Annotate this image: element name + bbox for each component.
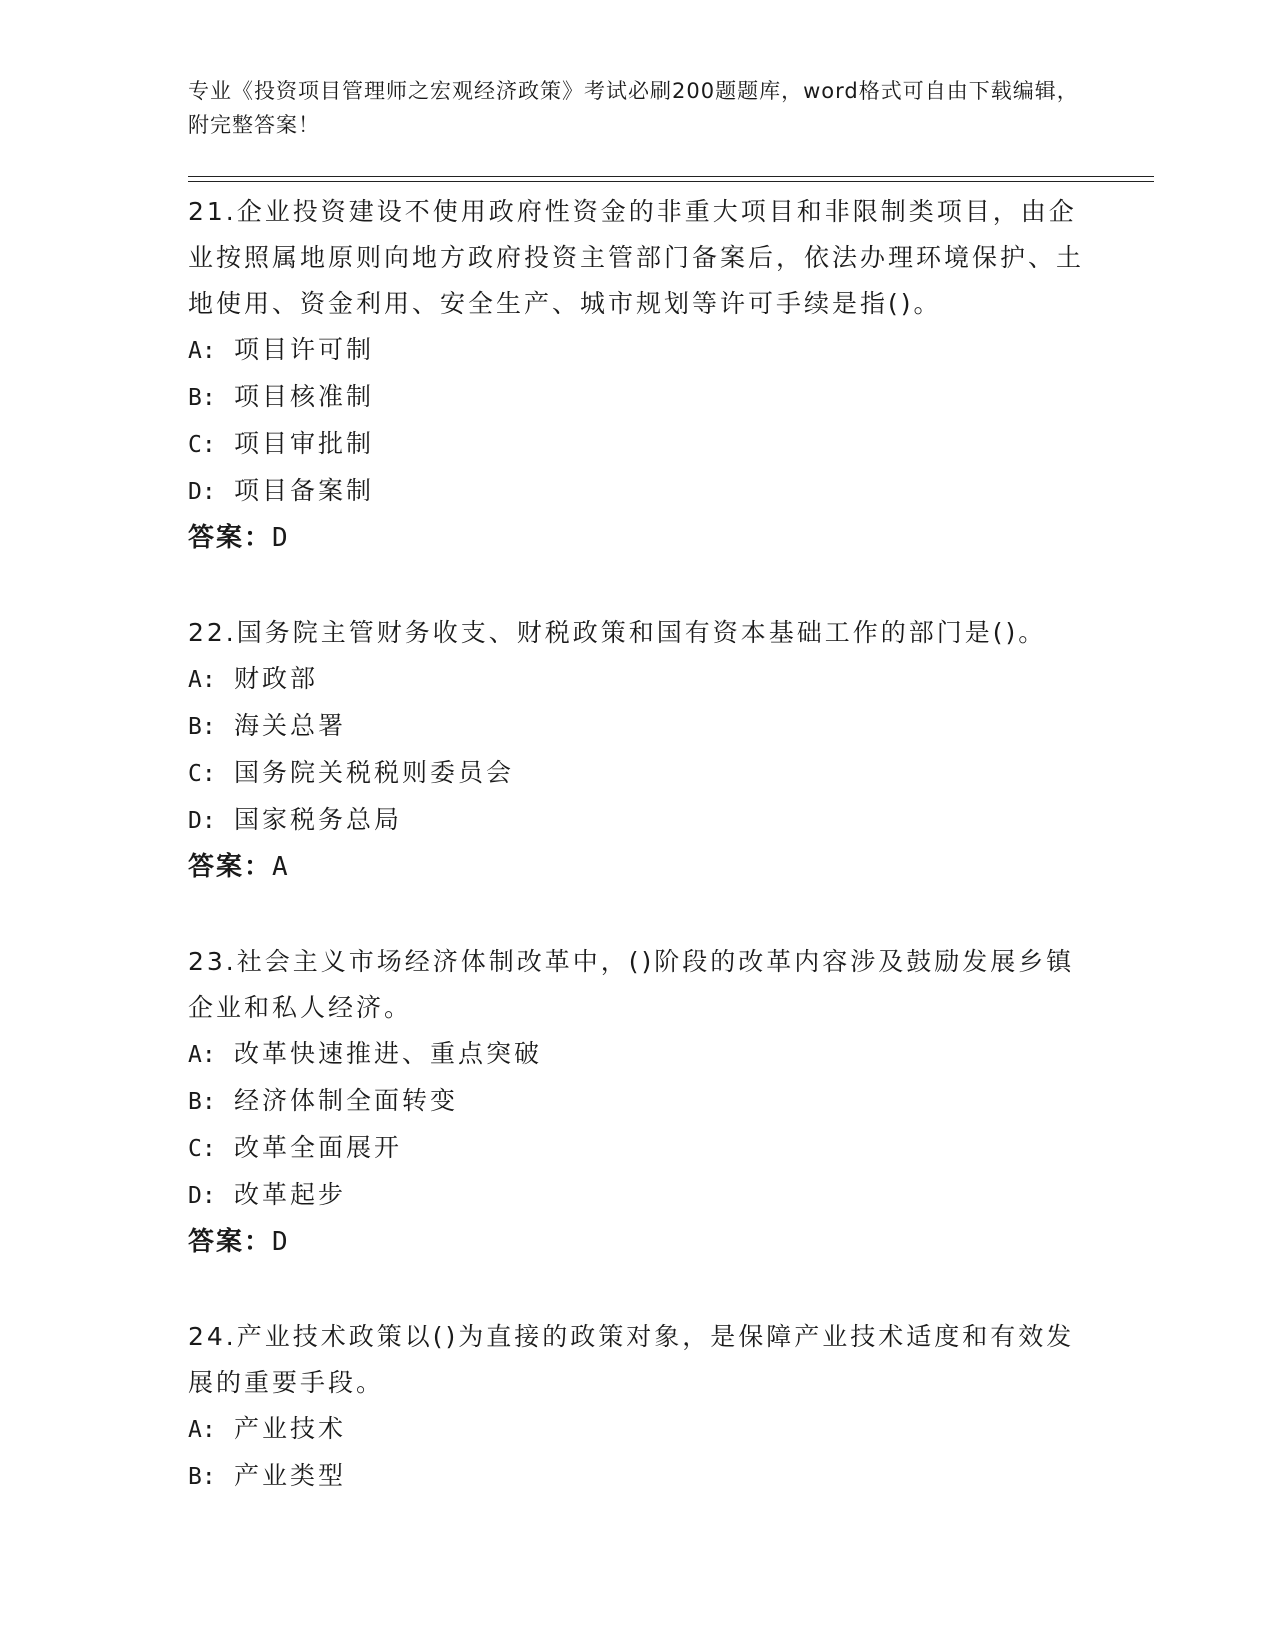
- question-text: 23.社会主义市场经济体制改革中，()阶段的改革内容涉及鼓励发展乡镇企业和私人经济。: [188, 947, 1075, 1022]
- option-d: [188, 1172, 1088, 1219]
- header-rule-bottom: [188, 181, 1154, 182]
- option-text: 项目备案制: [234, 476, 375, 505]
- answer-line: [188, 515, 1088, 561]
- answer-value: D: [272, 523, 290, 553]
- option-text: 改革快速推进、重点突破: [234, 1039, 543, 1068]
- answer-value: A: [272, 852, 290, 882]
- question-text: 24.产业技术政策以()为直接的政策对象，是保障产业技术适度和有效发展的重要手段。: [188, 1322, 1075, 1397]
- option-b: [188, 374, 1088, 421]
- answer-label: 答案：: [188, 523, 273, 553]
- option-b: [188, 1078, 1088, 1125]
- option-d: [188, 797, 1088, 844]
- question-text: 22.国务院主管财务收支、财税政策和国有资本基础工作的部门是()。: [188, 618, 1047, 647]
- option-text: 经济体制全面转变: [234, 1086, 459, 1115]
- option-text: 国务院关税税则委员会: [234, 758, 515, 787]
- question-22: [188, 610, 1088, 890]
- answer-label: 答案：: [188, 1227, 273, 1257]
- answer-value: D: [272, 1227, 290, 1257]
- option-a: [188, 327, 1088, 374]
- option-letter: B:: [188, 1089, 216, 1115]
- answer-line: [188, 1219, 1088, 1265]
- option-letter: C:: [188, 761, 216, 787]
- option-letter: B:: [188, 714, 216, 740]
- option-text: 海关总署: [234, 711, 347, 740]
- option-a: [188, 1406, 1088, 1453]
- answer-label: 答案：: [188, 852, 273, 882]
- question-text: 21.企业投资建设不使用政府性资金的非重大项目和非限制类项目，由企业按照属地原则向地方政府投资主管部门备案后，依法办理环境保护、土地使用、资金利用、安全生产、城市规划等许可手续是指()。: [188, 197, 1085, 318]
- option-text: 国家税务总局: [234, 805, 403, 834]
- option-text: 项目审批制: [234, 429, 375, 458]
- option-letter: D:: [188, 808, 216, 834]
- option-letter: D:: [188, 1183, 216, 1209]
- option-a: [188, 1031, 1088, 1078]
- question-23: [188, 939, 1088, 1265]
- option-text: 财政部: [234, 664, 319, 693]
- question-21: [188, 189, 1088, 561]
- question-list: [188, 189, 1088, 1549]
- option-a: [188, 656, 1088, 703]
- option-text: 产业类型: [234, 1461, 347, 1490]
- option-letter: A:: [188, 338, 216, 364]
- option-c: [188, 750, 1088, 797]
- question-24: [188, 1314, 1088, 1500]
- option-letter: B:: [188, 1464, 216, 1490]
- option-letter: B:: [188, 385, 216, 411]
- option-text: 项目核准制: [234, 382, 375, 411]
- option-d: [188, 468, 1088, 515]
- option-letter: A:: [188, 1042, 216, 1068]
- option-letter: D:: [188, 479, 216, 505]
- option-b: [188, 1453, 1088, 1500]
- document-header: 专业《投资项目管理师之宏观经济政策》考试必刷200题题库，word格式可自由下载编辑，附完整答案！: [188, 79, 1079, 137]
- answer-line: [188, 844, 1088, 890]
- option-text: 改革起步: [234, 1180, 347, 1209]
- option-c: [188, 1125, 1088, 1172]
- option-letter: C:: [188, 1136, 216, 1162]
- option-text: 产业技术: [234, 1414, 347, 1443]
- option-letter: C:: [188, 432, 216, 458]
- option-text: 改革全面展开: [234, 1133, 403, 1162]
- option-letter: A:: [188, 667, 216, 693]
- option-text: 项目许可制: [234, 335, 375, 364]
- option-c: [188, 421, 1088, 468]
- option-letter: A:: [188, 1417, 216, 1443]
- header-rule-top: [188, 176, 1154, 177]
- option-b: [188, 703, 1088, 750]
